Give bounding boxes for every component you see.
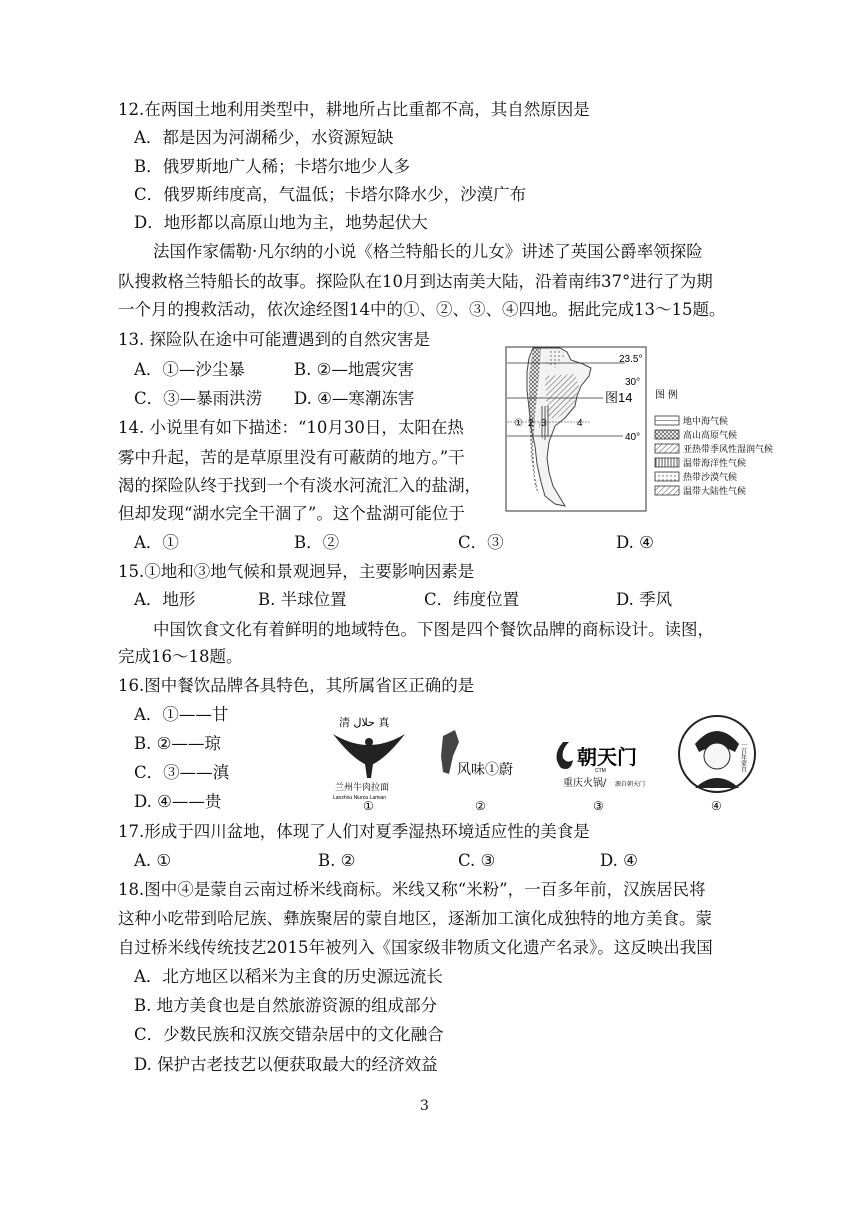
legend-title: 图 例	[655, 390, 678, 401]
q14-stem-line1: 14. 小说里有如下描述：“10月30日，太阳在热	[118, 418, 464, 437]
q12-option-c: C．俄罗斯纬度高，气温低；卡塔尔降水少，沙漠广布	[134, 185, 527, 204]
q16-option-a: A．①——甘	[134, 705, 229, 724]
climate-map-figure	[505, 346, 774, 516]
q15-stem: 15.①地和③地气候和景观迥异，主要影响因素是	[118, 562, 475, 581]
q17-option-a: A. ①	[134, 851, 172, 870]
q14-stem-line3: 渴的探险队终于找到一个有淡水河流汇入的盐湖，	[118, 476, 481, 495]
q15-option-a: A．地形	[134, 590, 196, 609]
lat-label-30: 30°	[625, 377, 641, 388]
logo-1-name: 兰州牛肉拉面	[335, 783, 390, 793]
q18-stem-line1: 18.图中④是蒙自云南过桥米线商标。米线又称“米粉”，一百多年前，汉族居民将	[118, 880, 706, 899]
logo-3-sub1: CTM	[595, 768, 606, 774]
logo-2-text: 风味①蔚	[457, 762, 513, 778]
logo-1-lanzhou-noodles	[333, 715, 405, 813]
q17-option-b: B. ②	[318, 851, 356, 870]
q16-stem: 16.图中餐饮品牌各具特色，其所属省区正确的是	[118, 676, 475, 695]
q18-stem-line3: 自过桥米线传统技艺2015年被列入《国家级非物质文化遗产名录》。这反映出我国	[118, 938, 713, 957]
logo-1-number: ①	[363, 799, 374, 813]
q18-option-b: B. 地方美食也是自然旅游资源的组成部分	[134, 996, 438, 1015]
logo-2-number: ②	[475, 799, 486, 813]
lat-label-23-5: 23.5°	[619, 354, 643, 365]
q14-option-a: A．①	[134, 533, 179, 552]
logo-4-text: 一百年蒙自	[739, 742, 747, 772]
map-point-2: 2	[528, 418, 534, 429]
logo-1-subtitle: Lanzhou Niurou Lamian	[333, 795, 387, 801]
q13-option-d: D. ④—寒潮冻害	[294, 389, 415, 408]
q14-stem-line2: 雾中升起，苦的是草原里没有可蔽荫的地方。”干	[118, 448, 465, 467]
q12-option-d: D．地形都以高原山地为主，地势起伏大	[134, 213, 428, 232]
q14-option-d: D. ④	[616, 533, 654, 552]
passage1-line2: 队搜救格兰特船长的故事。探险队在10月到达南美大陆，沿着南纬37°进行了为期	[118, 272, 713, 291]
q16-option-b: B. ②——琼	[134, 734, 221, 753]
q13-stem: 13. 探险队在途中可能遭遇到的自然灾害是	[118, 330, 430, 349]
q14-stem-line4: 但却发现“湖水完全干涸了”。这个盐湖可能位于	[118, 504, 465, 523]
q13-option-b: B. ②—地震灾害	[294, 360, 414, 379]
legend-item-3: 亚热带季风性湿润气候	[683, 444, 774, 454]
restaurant-logos-figure	[325, 712, 765, 812]
logo-3-chaotianmen	[556, 742, 645, 813]
logo-3-text: 朝天门	[577, 745, 637, 769]
q17-option-d: D. ④	[600, 851, 638, 870]
map-point-3: 3	[541, 418, 547, 429]
q15-option-b: B. 半球位置	[258, 590, 347, 609]
passage1-line1: 法国作家儒勒·凡尔纳的小说《格兰特船长的儿女》讲述了英国公爵率领探险	[153, 242, 703, 261]
q15-option-c: C．纬度位置	[424, 590, 520, 609]
map-figure-title: 图14	[605, 390, 633, 405]
q16-option-c: C．③——滇	[134, 763, 230, 782]
legend-item-5: 热带沙漠气候	[683, 472, 738, 482]
map-point-4: 4	[577, 418, 583, 429]
q18-option-c: C．少数民族和汉族交错杂居中的文化融合	[134, 1025, 444, 1044]
logo-2-fengwei	[441, 730, 513, 813]
q18-stem-line2: 这种小吃带到哈尼族、彝族聚居的蒙自地区，逐渐加工演化成独特的地方美食。蒙	[118, 909, 712, 928]
q18-option-a: A．北方地区以稻米为主食的历史源远流长	[134, 967, 443, 986]
q12-option-a: A．都是因为河湖稀少，水资源短缺	[134, 128, 394, 147]
q17-option-c: C. ③	[458, 851, 496, 870]
q14-option-b: B．②	[294, 533, 340, 552]
logo-4-number: ④	[711, 799, 722, 813]
passage2-line2: 完成16～18题。	[118, 647, 243, 666]
passage1-line3: 一个月的搜救活动，依次途经图14中的①、②、③、④四地。据此完成13～15题。	[118, 300, 726, 319]
legend-item-4: 温带海洋性气候	[683, 458, 747, 468]
q12-option-b: B．俄罗斯地广人稀；卡塔尔地少人多	[134, 157, 411, 176]
page-number: 3	[420, 1098, 429, 1114]
logo-1-top-text: 清 ﺣﻼﻝ 真	[339, 716, 390, 729]
q14-option-c: C．③	[458, 533, 504, 552]
q15-option-d: D. 季风	[616, 590, 673, 609]
q12-stem: 12.在两国土地利用类型中，耕地所占比重都不高，其自然原因是	[118, 100, 590, 119]
legend-item-2: 高山高原气候	[683, 430, 738, 440]
legend-item-1: 地中海气候	[683, 416, 729, 426]
q13-option-a: A．①—沙尘暴	[134, 360, 245, 379]
logo-3-sub3: 源自朝天门	[615, 781, 646, 788]
q13-option-c: C．③—暴雨洪涝	[134, 389, 263, 408]
q16-option-d: D. ④——贵	[134, 792, 222, 811]
logo-3-number: ③	[593, 799, 604, 813]
passage2-line1: 中国饮食文化有着鲜明的地域特色。下图是四个餐饮品牌的商标设计。读图，	[153, 620, 714, 639]
logo-4-mengzi-noodles	[679, 716, 755, 813]
legend-item-6: 温带大陆性气候	[683, 486, 747, 496]
q18-option-d: D. 保护古老技艺以便获取最大的经济效益	[134, 1055, 438, 1074]
map-point-1: ①	[514, 418, 523, 429]
logo-3-sub2: 重庆火锅/	[563, 778, 607, 789]
lat-label-40: 40°	[625, 432, 641, 443]
q17-stem: 17.形成于四川盆地，体现了人们对夏季湿热环境适应性的美食是	[118, 822, 590, 841]
